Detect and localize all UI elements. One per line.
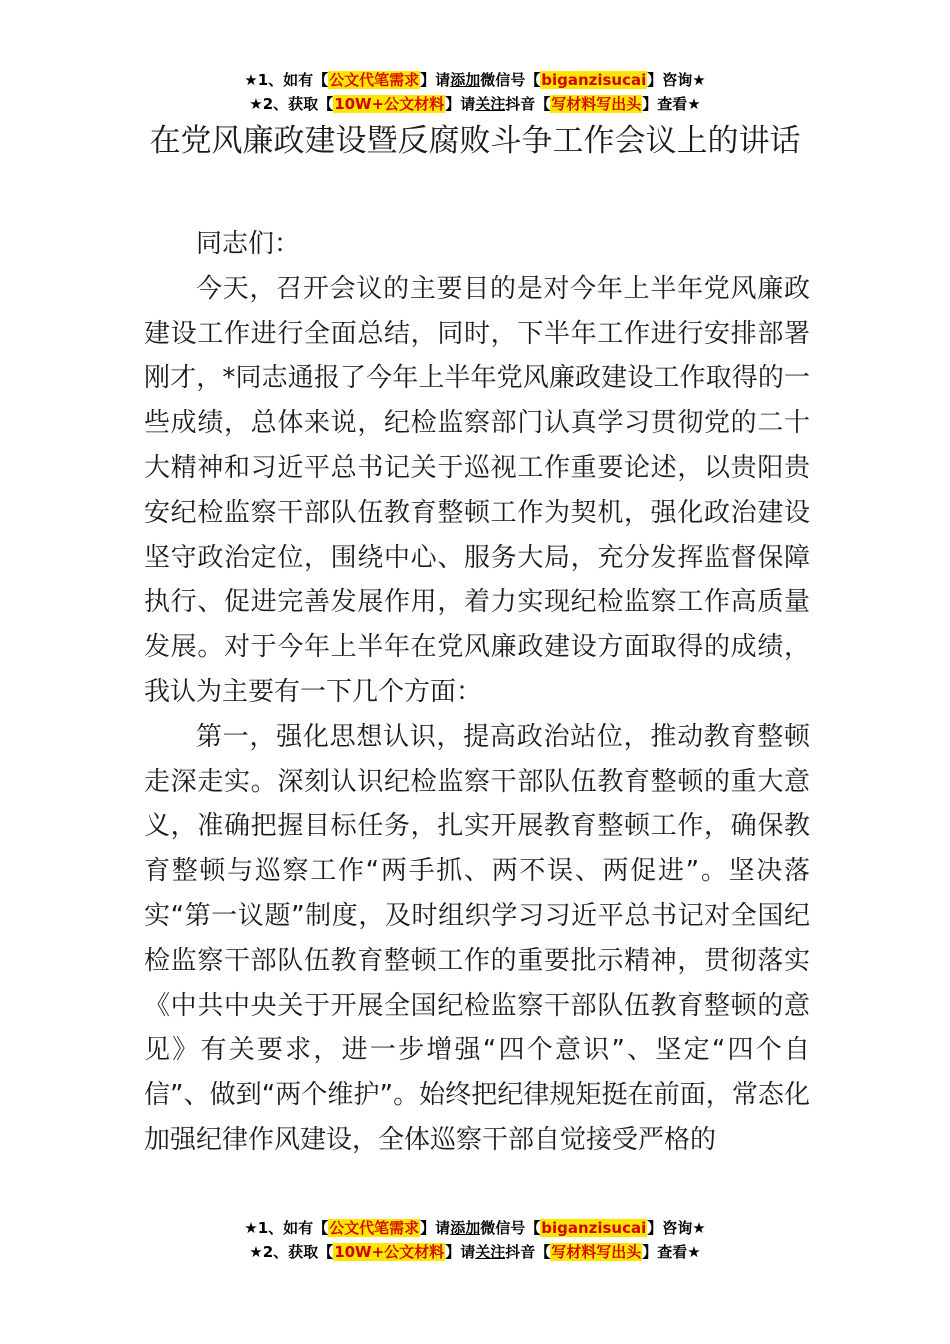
document-title: 在党风廉政建设暨反腐败斗争工作会议上的讲话 [149,123,801,159]
promo-banner-bottom [0,1216,950,1264]
highlight-text: 10W+公文材料 [334,95,445,113]
paragraph: 今天，召开会议的主要目的是对今年上半年党风廉政建设工作进行全面总结，同时，下半年工作进行安排部署刚才，*同志通报了今年上半年党风廉政建设工作取得的一些成绩，总体来说，纪检监察部门认真学习贯彻党的二十大精神和习近平总书记关于巡视工作重要论述，以贵阳贵安纪检监察干部队伍教育整顿工作为契机，强化政治建设坚守政治定位，围绕中心、服务大局，充分发挥监督保障执行、促进完善发展作用，着力实现纪检监察工作高质量发展。对于今年上半年在党风廉政建设方面取得的成绩，我认为主要有一下几个方面： [144,273,810,707]
document-body [144,222,810,1163]
highlight-text: 公文代笔需求 [329,71,420,89]
promo-banner-top [0,68,950,116]
highlight-text: 10W+公文材料 [334,1243,445,1261]
douyin-account: 写材料写出头 [551,1243,642,1261]
promo-line-2: ★2、获取【10W+公文材料】请关注抖音【写材料写出头】查看★ [249,95,701,113]
highlight-text: 公文代笔需求 [329,1219,420,1237]
wechat-id: biganzisucai [541,71,647,89]
wechat-id: biganzisucai [541,1219,647,1237]
douyin-account: 写材料写出头 [551,95,642,113]
promo-line-1: ★1、如有【公文代笔需求】请添加微信号【biganzisucai】咨询★ [244,1219,706,1237]
paragraph: 第一，强化思想认识，提高政治站位，推动教育整顿走深走实。深刻认识纪检监察干部队伍教育整顿的重大意义，准确把握目标任务，扎实开展教育整顿工作，确保教育整顿与巡察工作“两手抓、两不误、两促进”。坚决落实“第一议题”制度，及时组织学习习近平总书记对全国纪检监察干部队伍教育整顿工作的重要批示精神，贯彻落实《中共中央关于开展全国纪检监察干部队伍教育整顿的意见》有关要求，进一步增强“四个意识”、坚定“四个自信”、做到“两个维护”。始终把纪律规矩挺在前面，常态化加强纪律作风建设，全体巡察干部自觉接受严格的 [144,721,810,1155]
promo-line-2: ★2、获取【10W+公文材料】请关注抖音【写材料写出头】查看★ [249,1243,701,1261]
salutation: 同志们： [196,229,301,259]
promo-line-1: ★1、如有【公文代笔需求】请添加微信号【biganzisucai】咨询★ [244,71,706,89]
